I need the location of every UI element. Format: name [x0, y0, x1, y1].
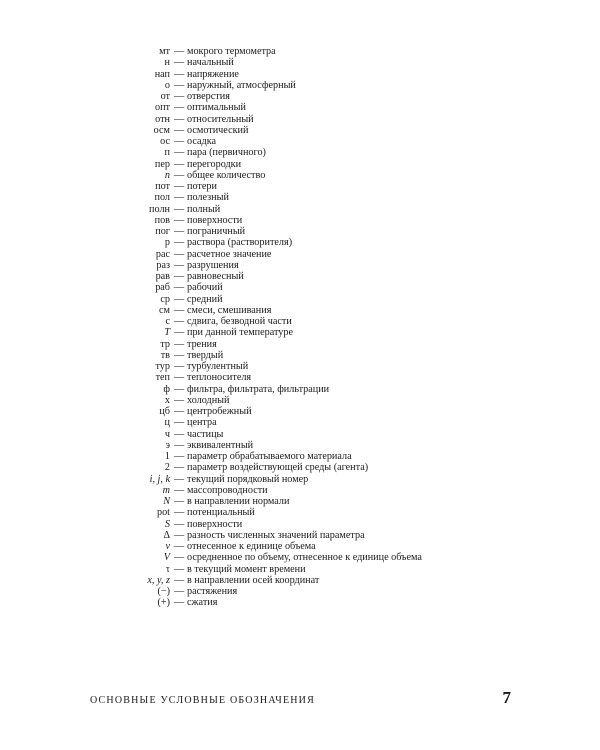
symbol-description: смеси, смешивания: [187, 304, 272, 316]
em-dash: —: [174, 214, 185, 226]
list-item: [0, 597, 600, 608]
symbol-description: осредненное по объему, отнесенное к единице объема: [187, 552, 422, 564]
em-dash: —: [174, 124, 185, 136]
subscript-symbol: х: [164, 394, 170, 406]
list-item: [0, 429, 600, 440]
symbol-description: оптимальный: [187, 102, 246, 114]
em-dash: —: [174, 462, 185, 474]
list-item: [0, 586, 600, 597]
list-item: [0, 192, 600, 203]
list-item: [0, 339, 600, 350]
em-dash: —: [174, 304, 185, 316]
subscript-symbol: рас: [155, 248, 170, 260]
symbol-description: поверхности: [187, 518, 243, 530]
em-dash: —: [174, 46, 185, 57]
subscript-symbol: V: [163, 552, 170, 564]
symbol-description: пограничный: [187, 226, 246, 237]
em-dash: —: [174, 428, 185, 440]
list-item: [0, 440, 600, 451]
symbol-description: твердый: [187, 349, 224, 361]
symbol-description: холодный: [187, 394, 230, 406]
list-item: [0, 294, 600, 305]
em-dash: —: [174, 181, 185, 192]
subscript-symbol: пот: [155, 181, 170, 192]
subscript-symbol: ср: [160, 293, 170, 305]
symbol-description: полезный: [187, 192, 229, 204]
subscript-symbol: нап: [154, 68, 170, 80]
symbol-description: средний: [187, 293, 223, 305]
subscript-symbol: мт: [159, 46, 170, 57]
em-dash: —: [174, 529, 185, 541]
subscript-symbol: п: [164, 169, 170, 181]
subscript-symbol: раб: [155, 282, 170, 294]
symbol-description: турбулентный: [187, 361, 249, 372]
symbol-description: полный: [187, 203, 221, 215]
em-dash: —: [174, 282, 185, 294]
list-item: [0, 530, 600, 541]
subscript-symbol: ос: [160, 136, 170, 147]
list-item: [0, 316, 600, 327]
subscript-symbol: полн: [149, 203, 170, 215]
em-dash: —: [174, 552, 185, 564]
em-dash: —: [174, 507, 185, 519]
em-dash: —: [174, 169, 185, 181]
list-item: [0, 282, 600, 293]
em-dash: —: [174, 496, 185, 507]
symbol-description: центра: [187, 417, 217, 429]
subscript-symbol: о: [164, 79, 170, 91]
list-item: [0, 575, 600, 586]
list-item: [0, 237, 600, 248]
subscript-symbol: отн: [155, 113, 170, 125]
subscript-symbol: τ: [165, 563, 170, 575]
symbol-description: сжатия: [187, 597, 218, 609]
list-item: [0, 485, 600, 496]
em-dash: —: [174, 574, 185, 586]
subscript-symbol: Δ: [163, 529, 170, 541]
symbol-description: относительный: [187, 113, 254, 125]
subscript-symbol: пол: [154, 192, 170, 204]
symbol-description: расчетное значение: [187, 248, 272, 260]
symbol-description: напряжение: [187, 68, 239, 80]
list-item: [0, 327, 600, 338]
list-item: [0, 57, 600, 68]
list-item: [0, 474, 600, 485]
em-dash: —: [174, 349, 185, 361]
symbol-description: рабочий: [187, 282, 223, 294]
list-item: [0, 496, 600, 507]
symbol-description: сдвига, безводной части: [187, 316, 292, 327]
subscript-symbol: m: [162, 484, 170, 496]
em-dash: —: [174, 383, 185, 395]
symbol-description: фильтра, фильтрата, фильтрации: [187, 383, 330, 395]
list-item: [0, 147, 600, 158]
em-dash: —: [174, 338, 185, 350]
list-item: [0, 462, 600, 473]
symbol-description: массопроводности: [187, 484, 268, 496]
subscript-symbol: теп: [155, 372, 170, 384]
subscript-symbol: пов: [154, 214, 170, 226]
em-dash: —: [174, 136, 185, 147]
symbol-description: равновесный: [187, 271, 244, 282]
list-item: [0, 271, 600, 282]
symbol-description: начальный: [187, 57, 234, 69]
symbol-description: в направлении осей координат: [187, 574, 320, 586]
symbol-description: в текущий момент времени: [187, 563, 306, 575]
list-item: [0, 215, 600, 226]
subscript-symbol: i, j, k: [149, 473, 170, 485]
symbol-description: раствора (растворителя): [187, 237, 293, 249]
list-item: [0, 417, 600, 428]
symbol-description: перегородки: [187, 158, 242, 170]
subscript-symbol: рав: [155, 271, 170, 282]
symbol-description: теплоносителя: [187, 372, 252, 384]
list-item: [0, 69, 600, 80]
symbol-description: центробежный: [187, 406, 252, 417]
subscript-symbol: (−): [157, 586, 170, 597]
em-dash: —: [174, 361, 185, 372]
em-dash: —: [174, 586, 185, 597]
em-dash: —: [174, 79, 185, 91]
em-dash: —: [174, 316, 185, 327]
em-dash: —: [174, 563, 185, 575]
subscript-symbol: р: [164, 237, 170, 249]
em-dash: —: [174, 68, 185, 80]
em-dash: —: [174, 439, 185, 451]
subscript-symbol: 1: [164, 451, 170, 462]
list-item: [0, 136, 600, 147]
subscript-symbol: от: [160, 91, 170, 102]
symbol-description: разрушения: [187, 259, 239, 271]
em-dash: —: [174, 293, 185, 305]
em-dash: —: [174, 91, 185, 102]
em-dash: —: [174, 518, 185, 530]
subscript-symbol: ц: [164, 417, 170, 429]
running-footer-title: ОСНОВНЫЕ УСЛОВНЫЕ ОБОЗНАЧЕНИЯ: [90, 695, 315, 706]
em-dash: —: [174, 248, 185, 260]
em-dash: —: [174, 327, 185, 339]
symbol-description: эквивалентный: [187, 439, 254, 451]
subscript-symbol: н: [164, 57, 170, 69]
em-dash: —: [174, 237, 185, 249]
list-item: [0, 226, 600, 237]
subscript-symbol: п: [164, 147, 170, 159]
subscript-symbol: x, y, z: [147, 574, 170, 586]
list-item: [0, 350, 600, 361]
symbol-description: при данной температуре: [187, 327, 294, 339]
symbol-description: отверстия: [187, 91, 230, 102]
subscript-symbol: цб: [159, 406, 170, 417]
subscript-symbol: см: [159, 304, 170, 316]
em-dash: —: [174, 372, 185, 384]
list-item: [0, 249, 600, 260]
subscript-symbol: ч: [164, 428, 170, 440]
symbol-description: частицы: [187, 428, 224, 440]
em-dash: —: [174, 541, 185, 552]
em-dash: —: [174, 451, 185, 462]
em-dash: —: [174, 484, 185, 496]
list-item: [0, 564, 600, 575]
subscript-symbol: тр: [160, 338, 170, 350]
symbol-description: наружный, атмосферный: [187, 79, 296, 91]
subscript-symbol: тв: [160, 349, 170, 361]
em-dash: —: [174, 417, 185, 429]
subscript-symbol: S: [164, 518, 170, 530]
subscript-symbol: (+): [157, 597, 170, 609]
subscript-symbol: пер: [154, 158, 170, 170]
em-dash: —: [174, 113, 185, 125]
symbol-description: отнесенное к единице объема: [187, 541, 316, 552]
page-number: 7: [502, 688, 511, 707]
list-item: [0, 91, 600, 102]
em-dash: —: [174, 158, 185, 170]
em-dash: —: [174, 394, 185, 406]
list-item: [0, 519, 600, 530]
em-dash: —: [174, 102, 185, 114]
list-item: [0, 451, 600, 462]
list-item: [0, 552, 600, 563]
list-item: [0, 541, 600, 552]
symbol-description: потери: [187, 181, 217, 192]
list-item: [0, 406, 600, 417]
list-item: [0, 181, 600, 192]
list-item: [0, 395, 600, 406]
list-item: [0, 114, 600, 125]
subscript-symbol: pot: [156, 507, 170, 519]
list-item: [0, 384, 600, 395]
list-item: [0, 46, 600, 57]
list-item: [0, 80, 600, 91]
subscript-symbol: тур: [155, 361, 170, 372]
list-item: [0, 125, 600, 136]
em-dash: —: [174, 597, 185, 609]
subscript-symbol: ф: [163, 383, 170, 395]
subscript-symbol: э: [165, 439, 170, 451]
em-dash: —: [174, 226, 185, 237]
subscript-symbol: опт: [155, 102, 170, 114]
symbol-description: осадка: [187, 136, 217, 147]
subscript-symbol: 2: [164, 462, 170, 474]
subscript-symbol: раз: [156, 259, 170, 271]
list-item: [0, 170, 600, 181]
list-item: [0, 102, 600, 113]
list-item: [0, 305, 600, 316]
list-item: [0, 204, 600, 215]
list-item: [0, 372, 600, 383]
list-item: [0, 361, 600, 372]
symbol-description: параметр воздействующей среды (агента): [187, 462, 369, 474]
symbol-description: параметр обрабатываемого материала: [187, 451, 352, 462]
subscript-symbol: пог: [155, 226, 170, 237]
list-item: [0, 260, 600, 271]
symbol-description: поверхности: [187, 214, 243, 226]
em-dash: —: [174, 406, 185, 417]
symbol-description: разность численных значений параметра: [187, 529, 365, 541]
symbol-description: потенциальный: [187, 507, 255, 519]
symbol-description: в направлении нормали: [187, 496, 290, 507]
em-dash: —: [174, 473, 185, 485]
symbol-description: мокрого термометра: [187, 46, 276, 57]
em-dash: —: [174, 259, 185, 271]
em-dash: —: [174, 57, 185, 69]
symbol-description: пара (первичного): [187, 147, 266, 159]
symbol-description: трения: [187, 338, 217, 350]
symbol-description: растяжения: [187, 586, 238, 597]
em-dash: —: [174, 203, 185, 215]
em-dash: —: [174, 271, 185, 282]
em-dash: —: [174, 147, 185, 159]
symbol-description: общее количество: [187, 169, 266, 181]
subscript-symbol: v: [165, 541, 170, 552]
symbol-description: текущий порядковый номер: [187, 473, 309, 485]
subscript-symbol: T: [164, 327, 170, 339]
em-dash: —: [174, 192, 185, 204]
list-item: [0, 507, 600, 518]
symbol-description: осмотический: [187, 124, 249, 136]
list-item: [0, 159, 600, 170]
subscript-symbol: с: [165, 316, 170, 327]
subscript-symbol: N: [163, 496, 170, 507]
symbol-list: [0, 46, 600, 609]
subscript-symbol: осм: [153, 124, 170, 136]
